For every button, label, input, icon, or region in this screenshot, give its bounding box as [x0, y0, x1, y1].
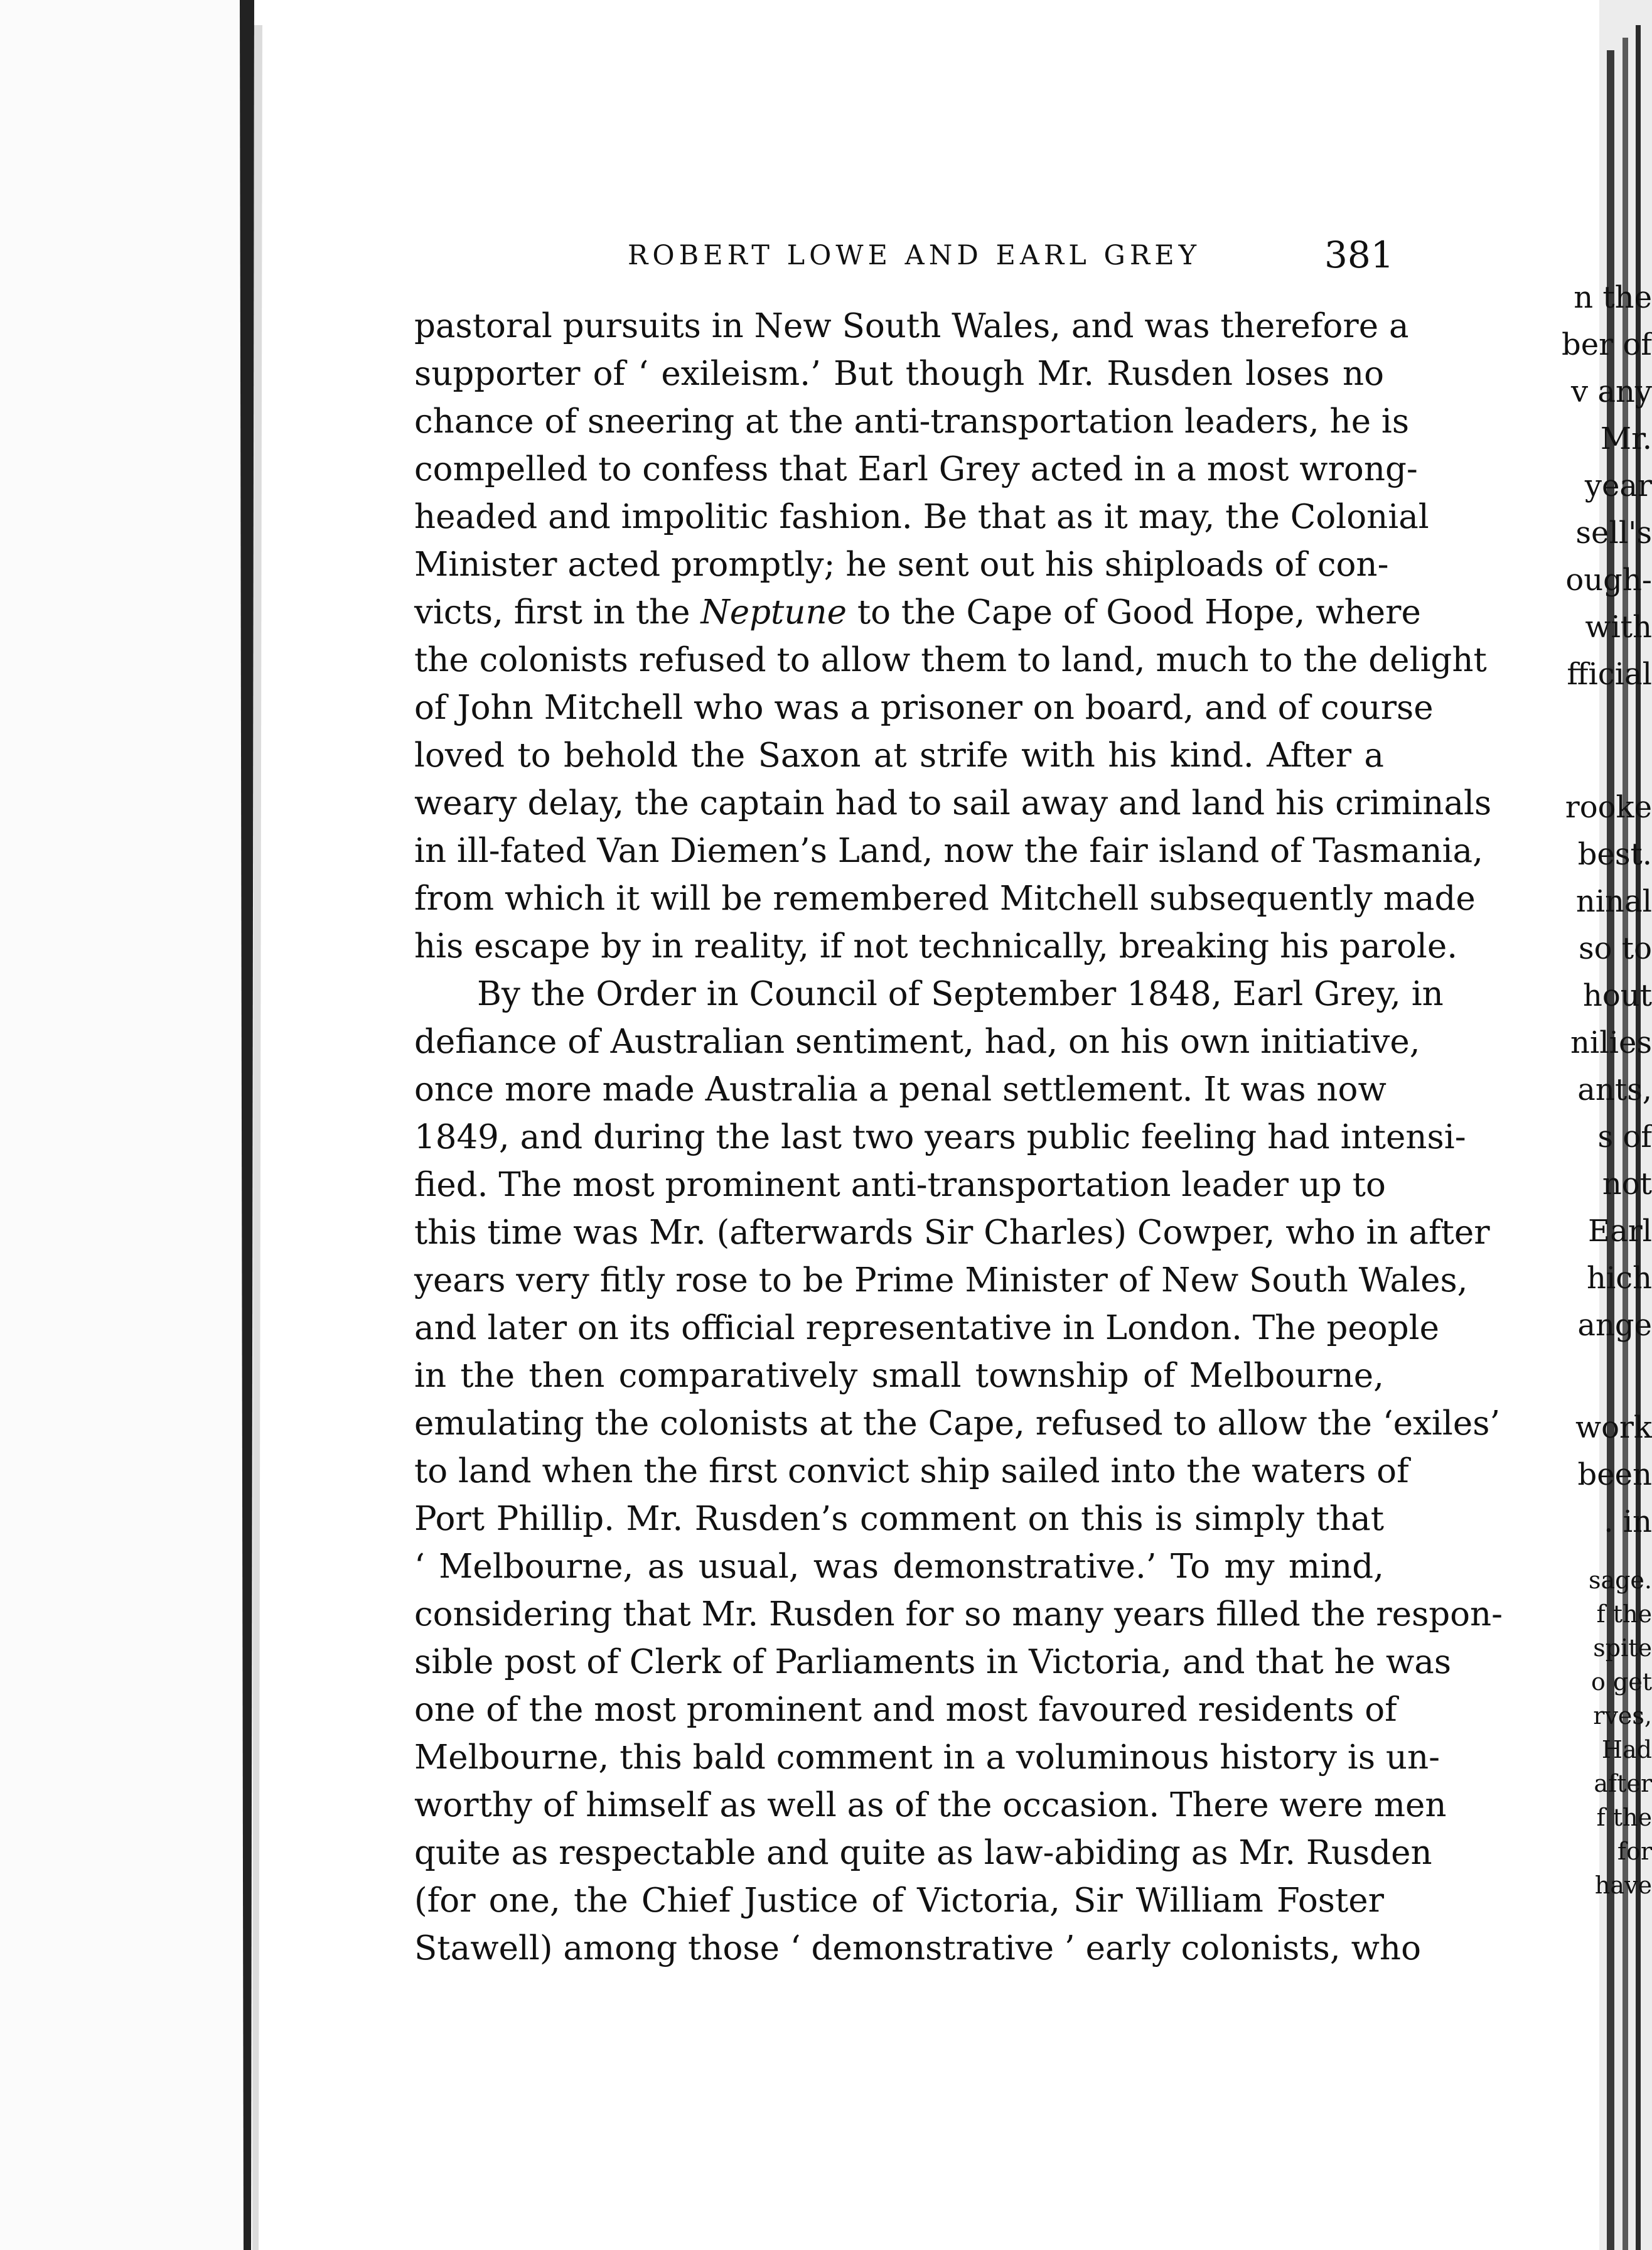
page-number: 381: [1324, 234, 1394, 276]
facing-page-edge: [0, 0, 242, 2250]
verso-line: Mr.: [1600, 421, 1652, 456]
verso-line: with: [1585, 610, 1652, 645]
text-line: one of the most prominent and most favoured residents of: [414, 1691, 1397, 1729]
text-line: this time was Mr. (afterwards Sir Charles) Cowper, who in after: [414, 1214, 1490, 1252]
text-line: quite as respectable and quite as law-abiding as Mr. Rusden: [414, 1834, 1432, 1872]
text-line: [414, 593, 1421, 632]
verso-line: ninal: [1575, 884, 1652, 919]
text-line: defiance of Australian sentiment, had, on his own initiative,: [414, 1023, 1420, 1061]
verso-footnote-line: o get: [1590, 1668, 1652, 1696]
verso-line: . in: [1604, 1504, 1652, 1539]
text-line: emulating the colonists at the Cape, refused to allow the ‘exiles’: [414, 1404, 1501, 1443]
text-line: the colonists refused to allow them to land, much to the delight: [414, 641, 1487, 679]
verso-line: been: [1577, 1457, 1652, 1492]
text-line: pastoral pursuits in New South Wales, and was therefore a: [414, 307, 1409, 345]
verso-line: work: [1575, 1410, 1652, 1445]
text-line: 1849, and during the last two years public feeling had intensi-: [414, 1118, 1466, 1156]
ship-name-italic: Neptune: [700, 593, 847, 632]
verso-line: hout: [1582, 978, 1652, 1013]
verso-line: year: [1584, 468, 1652, 503]
verso-line: ants,: [1577, 1072, 1652, 1107]
verso-footnote-line: after: [1594, 1770, 1652, 1797]
text-line: Port Phillip. Mr. Rusden’s comment on this is simply that: [414, 1500, 1384, 1538]
text-run: to the Cape of Good Hope, where: [846, 593, 1421, 632]
verso-line: s of: [1597, 1119, 1652, 1155]
text-line: in the then comparatively small township of Melbourne,: [414, 1357, 1384, 1395]
text-line: his escape by in reality, if not technically, breaking his parole.: [414, 927, 1458, 966]
text-line: Melbourne, this bald comment in a voluminous history is un-: [414, 1738, 1440, 1777]
verso-line: Earl: [1588, 1214, 1652, 1249]
verso-line: ber of: [1562, 327, 1652, 362]
text-run: victs, first in the: [414, 593, 701, 632]
text-line: Stawell) among those ‘ demonstrative ’ early colonists, who: [414, 1929, 1421, 1967]
verso-footnote-line: spite: [1593, 1634, 1652, 1662]
text-line: and later on its official representative in London. The people: [414, 1309, 1439, 1347]
text-line: once more made Australia a penal settlement. It was now: [414, 1070, 1386, 1109]
verso-line: so to: [1579, 931, 1652, 966]
verso-line: nilies: [1570, 1025, 1652, 1060]
text-line: chance of sneering at the anti-transportation leaders, he is: [414, 402, 1410, 441]
text-line: years very fitly rose to be Prime Minister of New South Wales,: [414, 1261, 1468, 1300]
text-line: weary delay, the captain had to sail away and land his criminals: [414, 784, 1492, 822]
verso-line: hich: [1586, 1261, 1652, 1296]
verso-footnote-line: sage.: [1588, 1566, 1652, 1594]
verso-footnote-line: f the: [1596, 1600, 1652, 1628]
text-line: compelled to confess that Earl Grey acted in a most wrong-: [414, 450, 1418, 488]
verso-footnote-line: for: [1617, 1838, 1652, 1865]
verso-line: ange: [1577, 1308, 1652, 1343]
verso-line: fficial: [1567, 657, 1652, 692]
text-line: in ill-fated Van Diemen’s Land, now the fair island of Tasmania,: [414, 832, 1483, 870]
verso-line: n the: [1574, 280, 1652, 315]
verso-footnote-line: Had: [1601, 1736, 1652, 1763]
text-line: (for one, the Chief Justice of Victoria, Sir William Foster: [414, 1881, 1384, 1920]
text-line: ‘ Melbourne, as usual, was demonstrative.’ To my mind,: [414, 1548, 1384, 1586]
text-line: considering that Mr. Rusden for so many years filled the respon-: [414, 1595, 1503, 1634]
text-line: Minister acted promptly; he sent out his shiploads of con-: [414, 546, 1389, 584]
verso-line: ough-: [1565, 562, 1652, 598]
verso-line: best.: [1577, 837, 1652, 872]
verso-line: rooke: [1565, 790, 1652, 825]
paragraph-start-line: By the Order in Council of September 1848, Earl Grey, in: [477, 975, 1444, 1013]
running-head: ROBERT LOWE AND EARL GREY: [628, 240, 1201, 271]
verso-line: sell's: [1575, 515, 1652, 551]
text-line: sible post of Clerk of Parliaments in Victoria, and that he was: [414, 1643, 1452, 1681]
verso-line: not: [1602, 1166, 1652, 1202]
text-line: of John Mitchell who was a prisoner on board, and of course: [414, 689, 1434, 727]
text-line: loved to behold the Saxon at strife with his kind. After a: [414, 736, 1384, 775]
verso-line: v any: [1570, 374, 1652, 409]
text-line: to land when the first convict ship sailed into the waters of: [414, 1452, 1409, 1490]
verso-footnote-line: f the: [1596, 1804, 1652, 1831]
verso-footnote-line: rves,: [1593, 1702, 1652, 1730]
text-line: fied. The most prominent anti-transportation leader up to: [414, 1166, 1386, 1204]
text-line: from which it will be remembered Mitchell subsequently made: [414, 880, 1476, 918]
text-line: headed and impolitic fashion. Be that as it may, the Colonial: [414, 498, 1429, 536]
text-line: supporter of ‘ exileism.’ But though Mr. Rusden loses no: [414, 355, 1384, 393]
text-line: worthy of himself as well as of the occasion. There were men: [414, 1786, 1447, 1824]
verso-footnote-line: have: [1594, 1871, 1652, 1899]
